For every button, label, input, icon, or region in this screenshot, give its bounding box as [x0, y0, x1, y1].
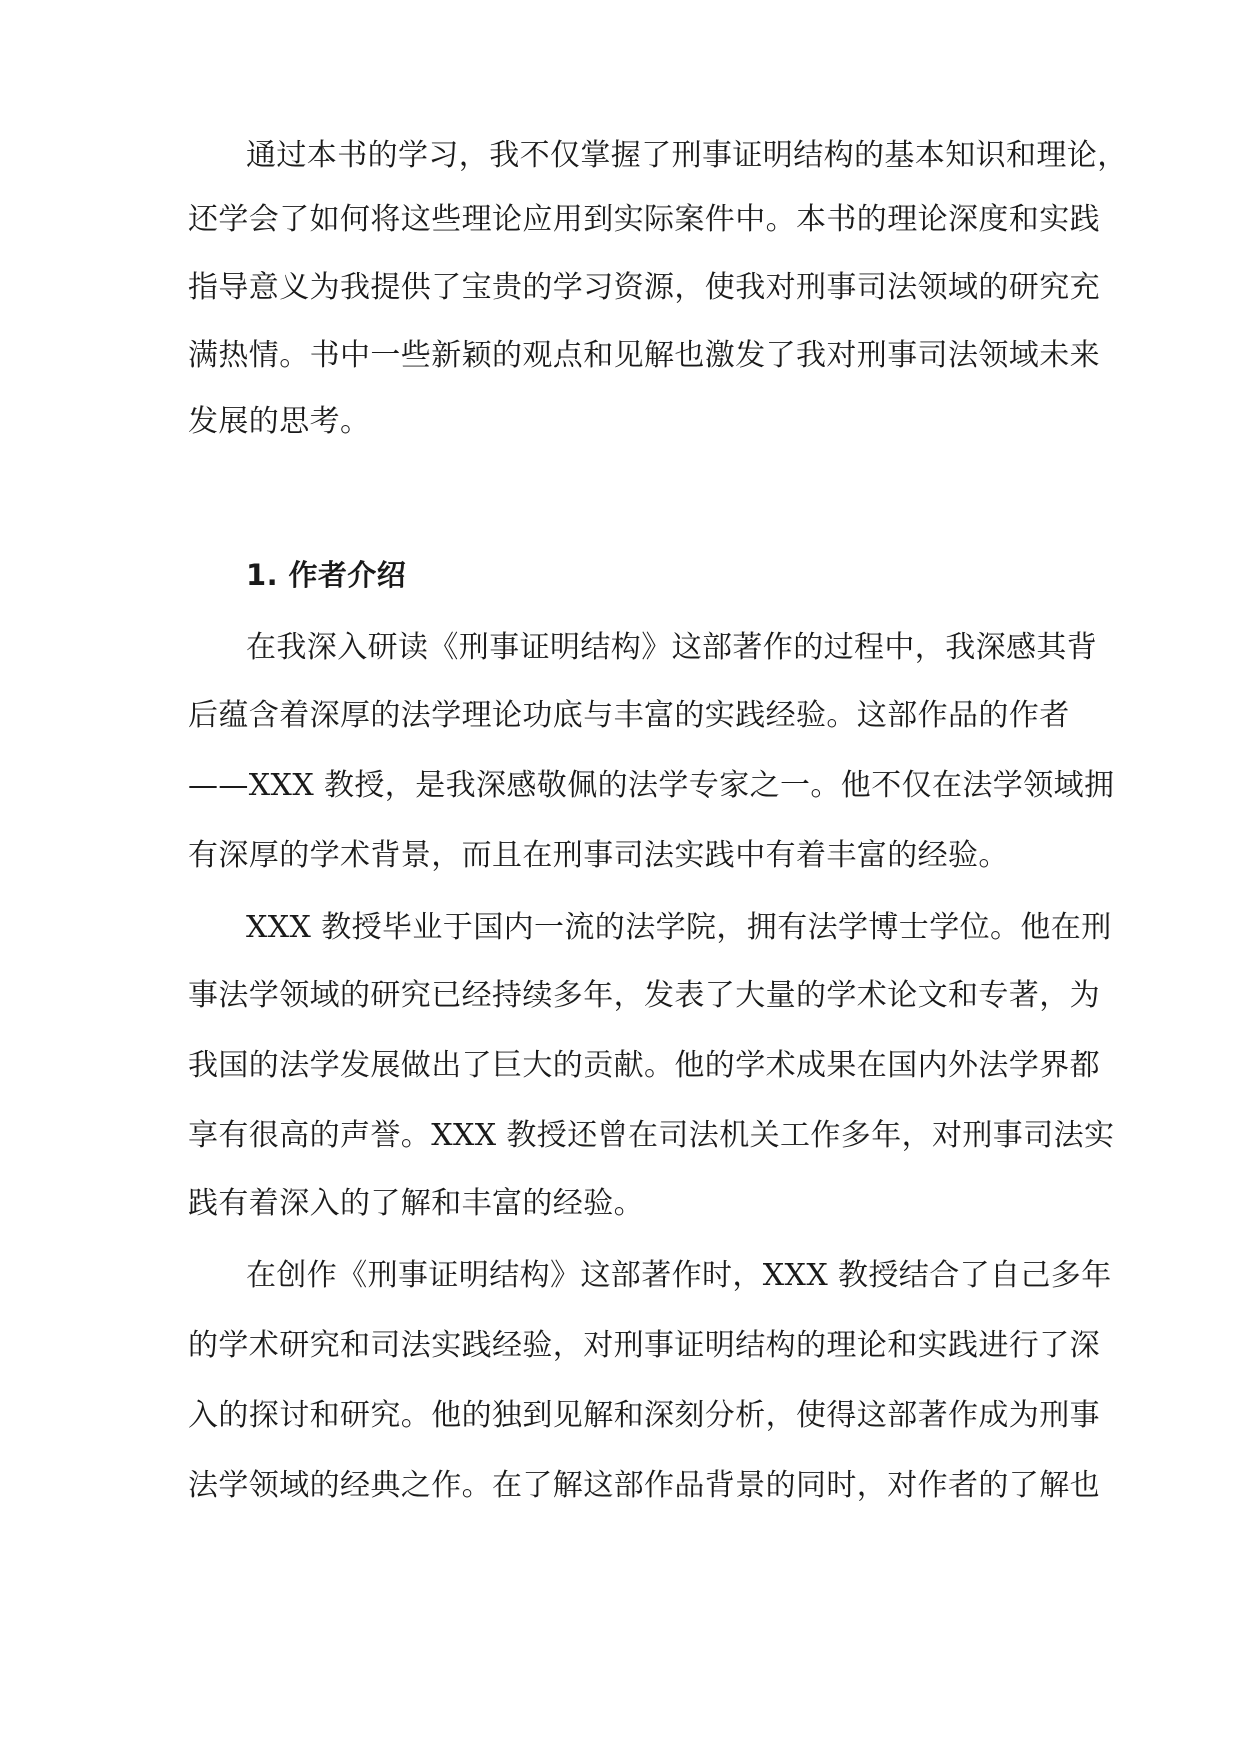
section-paragraph-3-line-4: 法学领域的经典之作。在了解这部作品背景的同时，对作者的了解也: [188, 1468, 1100, 1503]
section-paragraph-1-line-2: 后蕴含着深厚的法学理论功底与丰富的实践经验。这部作品的作者: [188, 698, 1070, 733]
section-heading: 1. 作者介绍: [246, 558, 407, 592]
paragraph-1-line-2: 还学会了如何将这些理论应用到实际案件中。本书的理论深度和实践: [188, 202, 1100, 237]
paragraph-1-line-4: 满热情。书中一些新颖的观点和见解也激发了我对刑事司法领域未来: [188, 338, 1100, 373]
section-paragraph-3-line-1: 在创作《刑事证明结构》这部著作时，XXX 教授结合了自己多年: [246, 1258, 1112, 1293]
section-paragraph-2-line-5: 践有着深入的了解和丰富的经验。: [188, 1186, 644, 1221]
section-paragraph-3-line-3: 入的探讨和研究。他的独到见解和深刻分析，使得这部著作成为刑事: [188, 1398, 1100, 1433]
section-paragraph-2-line-3: 我国的法学发展做出了巨大的贡献。他的学术成果在国内外法学界都: [188, 1048, 1100, 1083]
section-paragraph-1-line-3: ——XXX 教授，是我深感敬佩的法学专家之一。他不仅在法学领域拥: [188, 768, 1115, 803]
section-paragraph-1-line-1: 在我深入研读《刑事证明结构》这部著作的过程中，我深感其背: [246, 630, 1098, 665]
paragraph-1-line-5: 发展的思考。: [188, 404, 371, 439]
section-paragraph-2-line-2: 事法学领域的研究已经持续多年，发表了大量的学术论文和专著，为: [188, 978, 1100, 1013]
section-paragraph-1-line-4: 有深厚的学术背景，而且在刑事司法实践中有着丰富的经验。: [188, 838, 1009, 873]
paragraph-1-line-3: 指导意义为我提供了宝贵的学习资源，使我对刑事司法领域的研究充: [188, 270, 1100, 305]
paragraph-1-line-1: 通过本书的学习，我不仅掌握了刑事证明结构的基本知识和理论，: [246, 138, 1128, 173]
section-paragraph-2-line-4: 享有很高的声誉。XXX 教授还曾在司法机关工作多年，对刑事司法实: [188, 1118, 1115, 1153]
section-paragraph-2-line-1: XXX 教授毕业于国内一流的法学院，拥有法学博士学位。他在刑: [246, 910, 1112, 945]
section-paragraph-3-line-2: 的学术研究和司法实践经验，对刑事证明结构的理论和实践进行了深: [188, 1328, 1100, 1363]
